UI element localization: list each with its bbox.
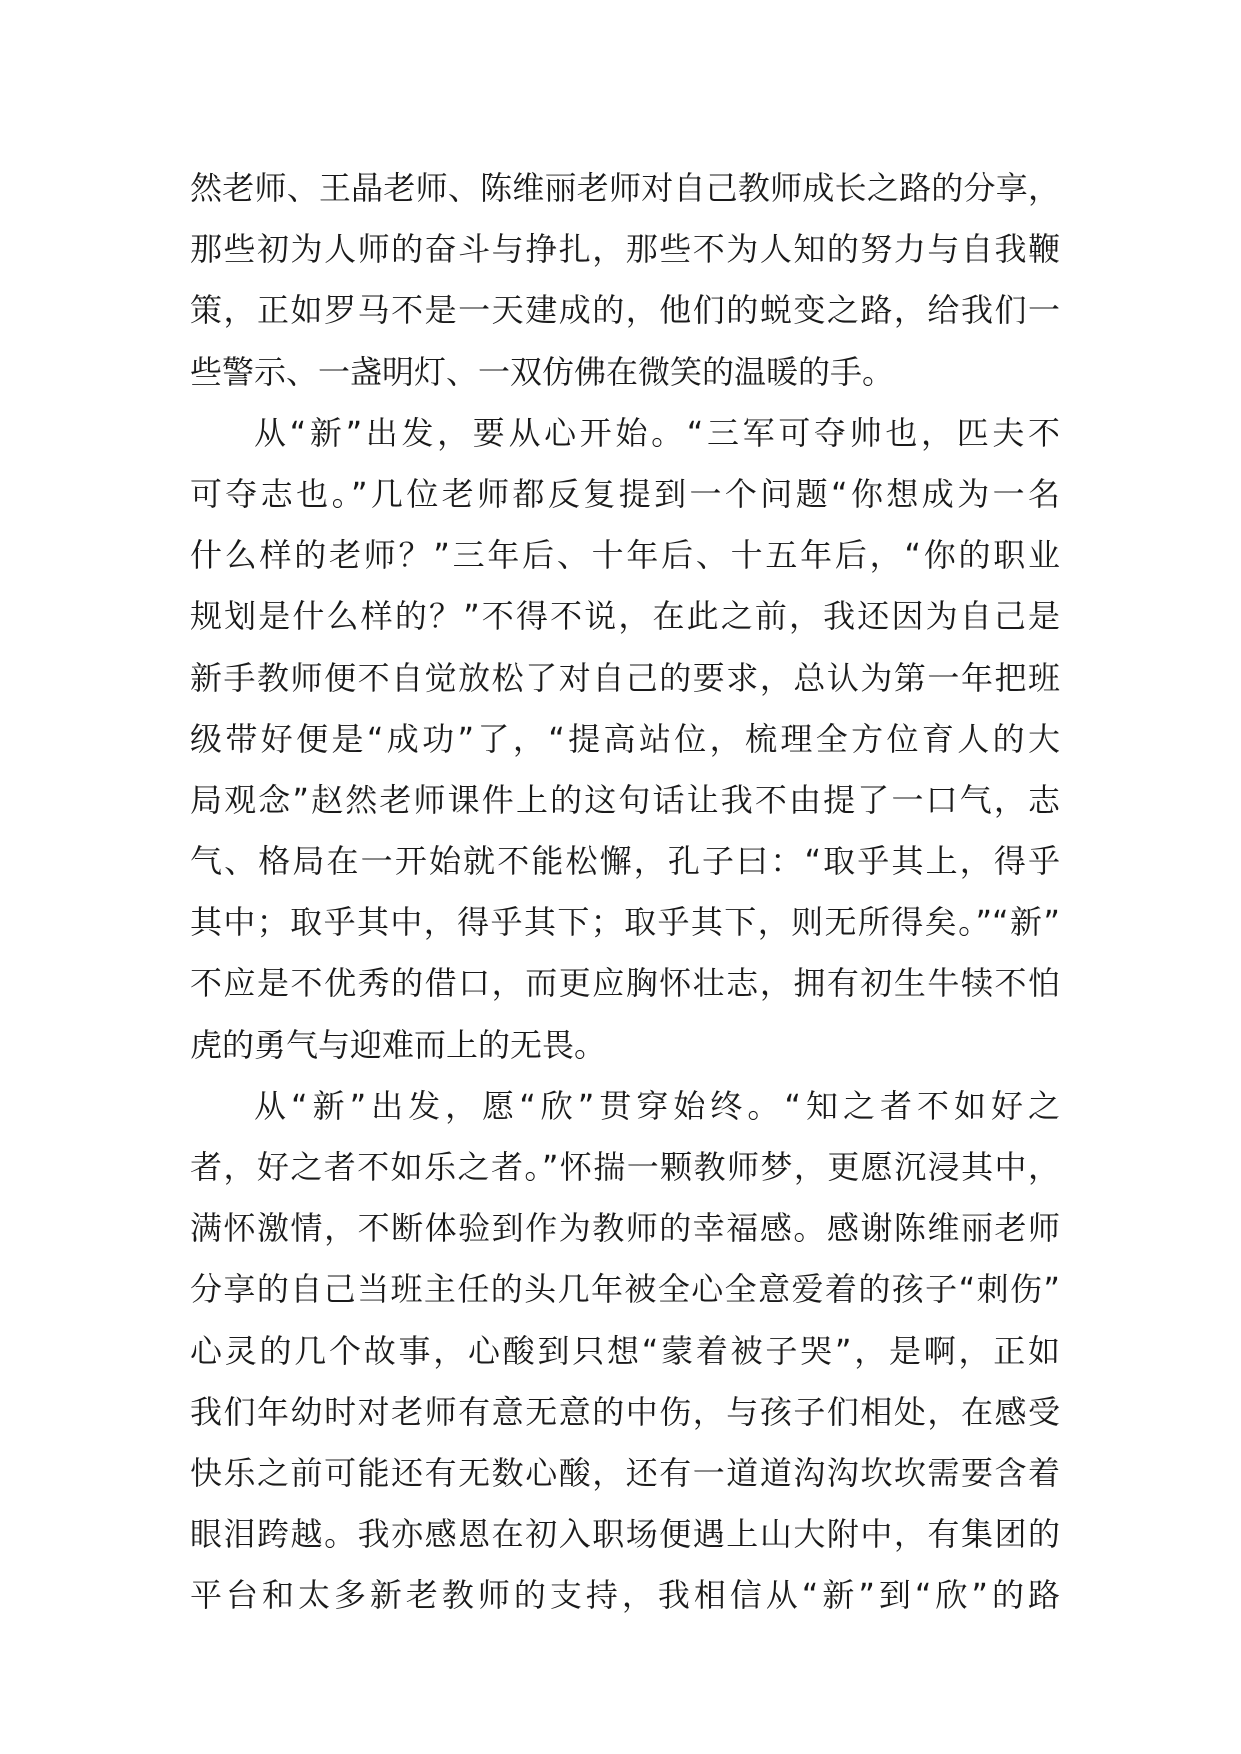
text-line: 规划是什么样的？”不得不说，在此之前，我还因为自己是: [190, 597, 1060, 636]
text-line: 其中；取乎其中，得乎其下；取乎其下，则无所得矣。”“新”: [190, 903, 1060, 942]
text-line: 者，好之者不如乐之者。”怀揣一颗教师梦，更愿沉浸其中，: [190, 1148, 1060, 1186]
text-line: 些警示、一盏明灯、一双仿佛在微笑的温暖的手。: [190, 352, 895, 391]
text-line: 新手教师便不自觉放松了对自己的要求，总认为第一年把班: [190, 658, 1060, 697]
text-line: 从“新”出发，愿“欣”贯穿始终。“知之者不如好之: [254, 1086, 1060, 1125]
text-line: 局观念”赵然老师课件上的这句话让我不由提了一口气，志: [190, 780, 1060, 819]
text-line: 快乐之前可能还有无数心酸，还有一道道沟沟坎坎需要含着: [190, 1453, 1060, 1492]
text-line: 我们年幼时对老师有意无意的中伤，与孩子们相处，在感受: [190, 1392, 1060, 1431]
text-line: 级带好便是“成功”了，“提高站位，梳理全方位育人的大: [190, 719, 1060, 758]
text-line: 眼泪跨越。我亦感恩在初入职场便遇上山大附中，有集团的: [190, 1515, 1060, 1554]
text-line: 分享的自己当班主任的头几年被全心全意爱着的孩子“刺伤”: [190, 1270, 1060, 1309]
text-line: 可夺志也。”几位老师都反复提到一个问题“你想成为一名: [190, 474, 1060, 513]
text-line: 从“新”出发，要从心开始。“三军可夺帅也，匹夫不: [254, 413, 1060, 452]
text-line: 策，正如罗马不是一天建成的，他们的蜕变之路，给我们一: [190, 291, 1060, 330]
text-line: 平台和太多新老教师的支持，我相信从“新”到“欣”的路: [190, 1576, 1060, 1615]
text-line: 然老师、王晶老师、陈维丽老师对自己教师成长之路的分享，: [190, 169, 1060, 207]
text-line: 心灵的几个故事，心酸到只想“蒙着被子哭”，是啊，正如: [190, 1331, 1060, 1370]
text-line: 什么样的老师？”三年后、十年后、十五年后，“你的职业: [190, 536, 1060, 575]
body-text: [190, 158, 1060, 1627]
text-line: 满怀激情，不断体验到作为教师的幸福感。感谢陈维丽老师: [190, 1209, 1060, 1248]
text-line: 那些初为人师的奋斗与挣扎，那些不为人知的努力与自我鞭: [190, 230, 1060, 269]
text-line: 不应是不优秀的借口，而更应胸怀壮志，拥有初生牛犊不怕: [190, 964, 1060, 1003]
text-line: 虎的勇气与迎难而上的无畏。: [190, 1025, 607, 1064]
text-line: 气、格局在一开始就不能松懈，孔子曰：“取乎其上，得乎: [190, 842, 1060, 881]
